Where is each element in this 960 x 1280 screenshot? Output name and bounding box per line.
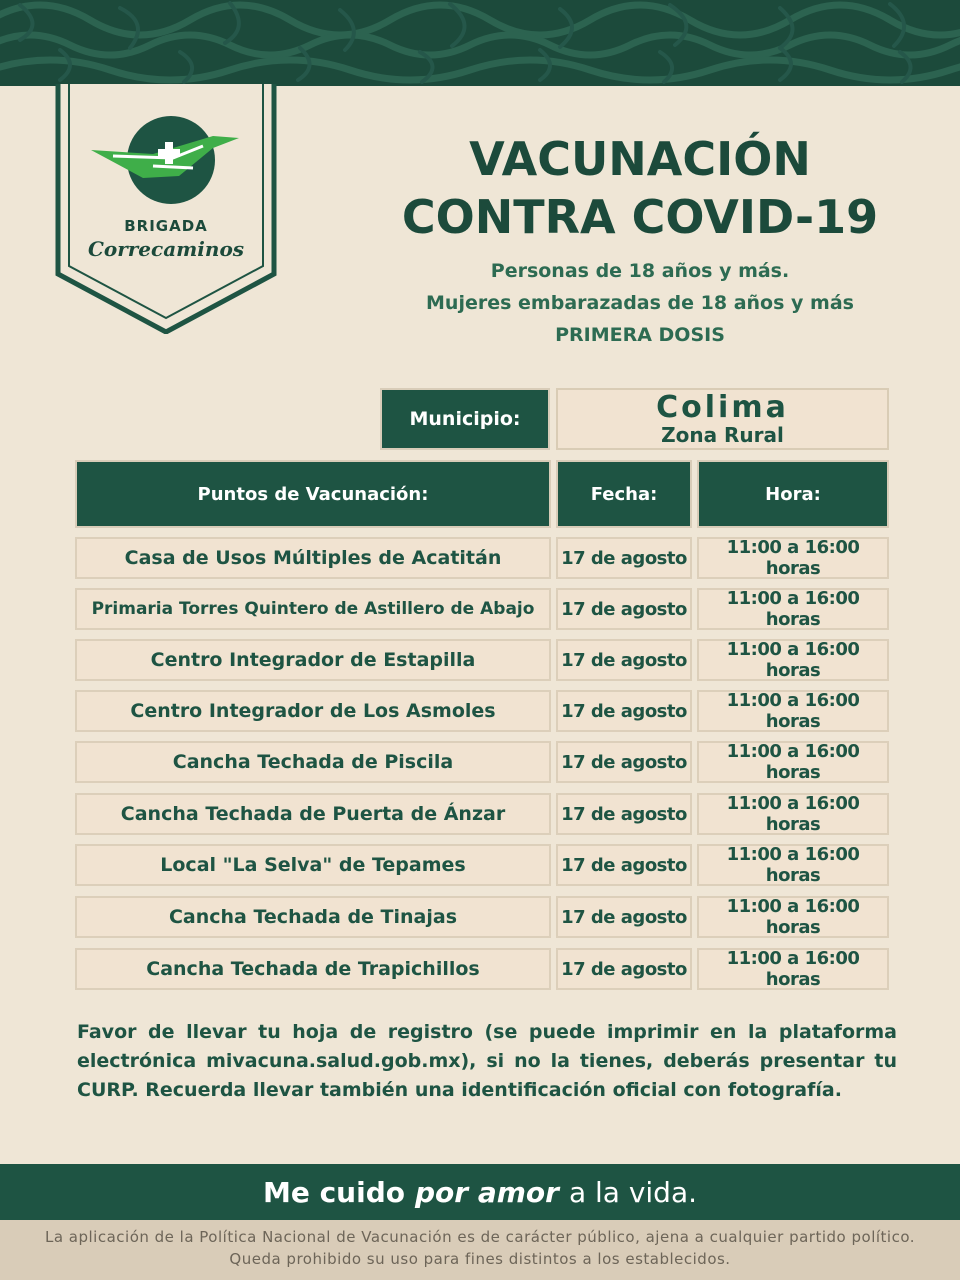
vaccination-date: 17 de agosto (556, 844, 692, 886)
vaccination-hours: 11:00 a 16:00 horas (697, 639, 889, 681)
subtitle-line-2: Mujeres embarazadas de 18 años y más (426, 292, 854, 314)
vaccination-date: 17 de agosto (556, 537, 692, 579)
municipio-value (556, 388, 889, 450)
header-places: Puntos de Vacunación: (75, 460, 551, 528)
vaccination-point-name: Cancha Techada de Puerta de Ánzar (75, 793, 551, 835)
vaccination-date: 17 de agosto (556, 690, 692, 732)
disclaimer-text: La aplicación de la Política Nacional de Vacunación es de carácter público, ajena a cualquier partido político. Queda prohibido su uso para fines distintos a los establecidos. (44, 1228, 916, 1268)
vaccination-date: 17 de agosto (556, 896, 692, 938)
vaccination-point-name: Primaria Torres Quintero de Astillero de Abajo (75, 588, 551, 630)
subtitle-line-3: PRIMERA DOSIS (555, 324, 725, 346)
brand-line-1: BRIGADA (124, 217, 208, 235)
vaccination-date: 17 de agosto (556, 741, 692, 783)
swirl-pattern (0, 0, 960, 86)
municipio-city: Colima (656, 390, 789, 425)
vaccination-point-name: Local "La Selva" de Tepames (75, 844, 551, 886)
header-hour: Hora: (697, 460, 889, 528)
header-date: Fecha: (556, 460, 692, 528)
slogan-part-3: a la vida. (568, 1175, 698, 1209)
municipio-zone: Zona Rural (661, 423, 784, 447)
vaccination-hours: 11:00 a 16:00 horas (697, 537, 889, 579)
vaccination-point-name: Centro Integrador de Estapilla (75, 639, 551, 681)
vaccination-date: 17 de agosto (556, 793, 692, 835)
vaccination-point-name: Cancha Techada de Trapichillos (75, 948, 551, 990)
vaccination-date: 17 de agosto (556, 588, 692, 630)
vaccination-hours: 11:00 a 16:00 horas (697, 896, 889, 938)
title-line-2: CONTRA COVID-19 (401, 190, 879, 244)
title-line-1: VACUNACIÓN (469, 132, 811, 186)
vaccination-point-name: Casa de Usos Múltiples de Acatitán (75, 537, 551, 579)
slogan-part-2: por amor (414, 1175, 559, 1209)
municipio-label: Municipio: (380, 388, 550, 450)
vaccination-date: 17 de agosto (556, 639, 692, 681)
vaccination-point-name: Centro Integrador de Los Asmoles (75, 690, 551, 732)
subtitle (340, 255, 940, 351)
slogan-band (0, 1164, 960, 1220)
vaccination-point-name: Cancha Techada de Piscila (75, 741, 551, 783)
page-title (340, 130, 940, 246)
vaccination-hours: 11:00 a 16:00 horas (697, 690, 889, 732)
brigada-badge (55, 84, 277, 334)
roadrunner-logo-icon (83, 106, 253, 216)
slogan-part-1: Me cuido (262, 1175, 405, 1209)
brand-line-2: Correcaminos (87, 237, 245, 261)
vaccination-date: 17 de agosto (556, 948, 692, 990)
vaccination-hours: 11:00 a 16:00 horas (697, 844, 889, 886)
vaccination-hours: 11:00 a 16:00 horas (697, 741, 889, 783)
top-pattern-band (0, 0, 960, 86)
subtitle-line-1: Personas de 18 años y más. (490, 260, 790, 282)
vaccination-hours: 11:00 a 16:00 horas (697, 588, 889, 630)
vaccination-hours: 11:00 a 16:00 horas (697, 948, 889, 990)
vaccination-point-name: Cancha Techada de Tinajas (75, 896, 551, 938)
vaccination-hours: 11:00 a 16:00 horas (697, 793, 889, 835)
registration-note: Favor de llevar tu hoja de registro (se puede imprimir en la plataforma electrónica mivacuna.salud.gob.mx), si no la tienes, deberás presentar tu CURP. Recuerda llevar también una identificación oficial con fotografía. (77, 1021, 897, 1101)
